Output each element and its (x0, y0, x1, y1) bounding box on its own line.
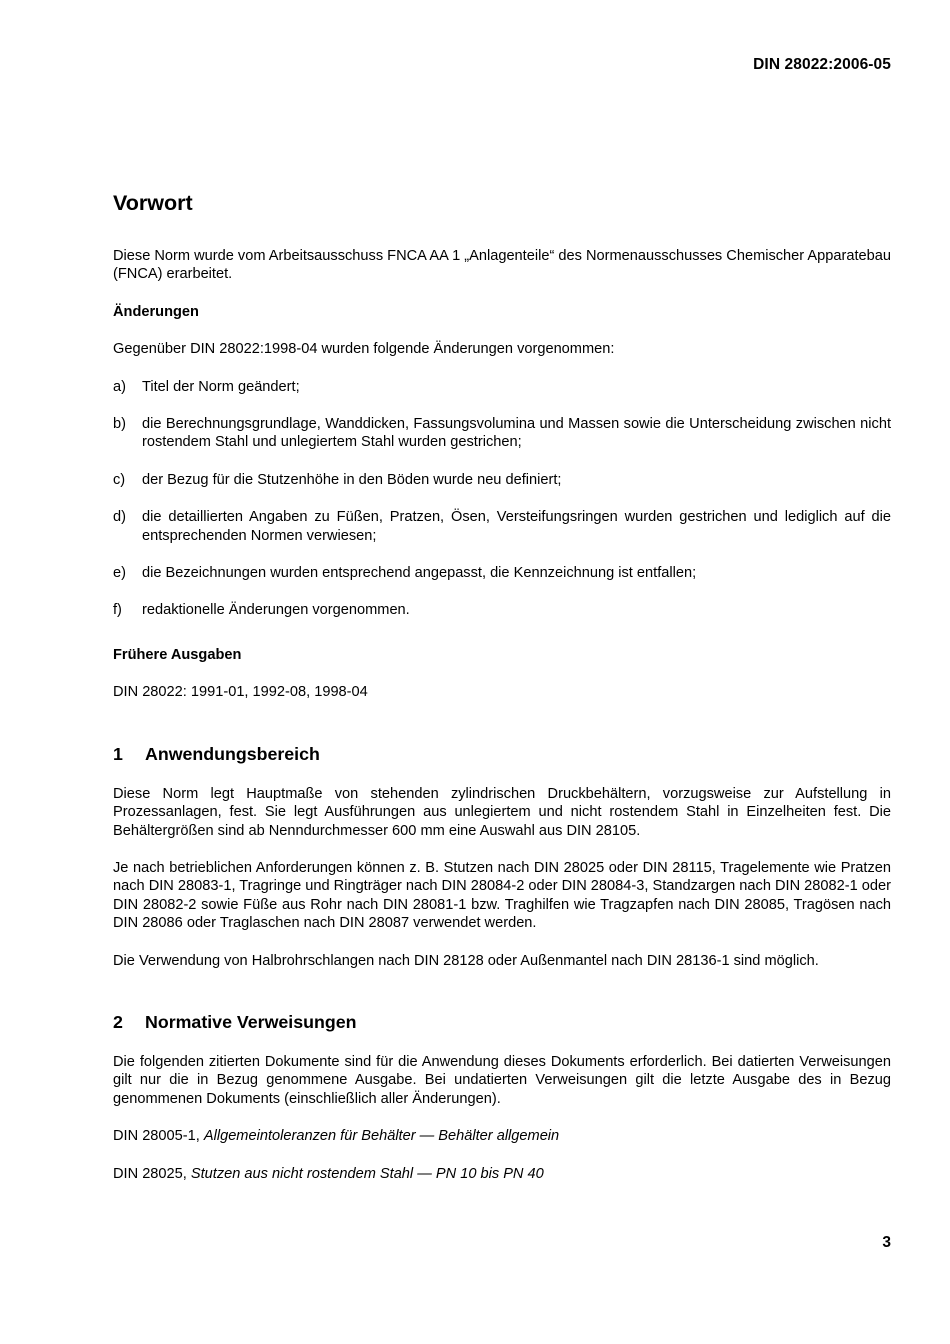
section-1-heading (113, 743, 891, 765)
document-id: DIN 28022:2006-05 (753, 56, 891, 73)
section-2-heading (113, 1011, 891, 1033)
normative-reference (113, 1165, 891, 1183)
section-1-paragraph: Diese Norm legt Hauptmaße von stehenden zylindrischen Druckbehältern, vorzugsweise zur Aufstellung in Prozessanlagen, fest. Sie legt Ausführungen aus unlegiertem und nicht rostendem Stahl in Einzelheiten fest. Die Behältergrößen sind ab Nenndurchmesser 600 mm eine Auswahl aus DIN 28105. (113, 785, 891, 839)
reference-code: DIN 28005-1, (113, 1128, 204, 1145)
list-text: Titel der Norm geändert; (142, 378, 300, 395)
page-content (113, 190, 891, 1183)
list-marker: e) (113, 565, 126, 582)
reference-code: DIN 28025, (113, 1165, 191, 1182)
section-1-paragraph: Je nach betrieblichen Anforderungen können z. B. Stutzen nach DIN 28025 oder DIN 28115, Tragelemente wie Pratzen nach DIN 28083-1, Tragringe und Ringträger nach DIN 28084-2 oder DIN 28084-3, Standzargen nach DIN 28082-1 oder DIN 28082-2 sowie Füße aus Rohr nach DIN 28081-1 bzw. Traghilfen wie Tragzapfen nach DIN 28085, Tragösen nach DIN 28086 oder Traglaschen nach DIN 28087 verwendet werden. (113, 859, 892, 932)
list-text: redaktionelle Änderungen vorgenommen. (142, 602, 410, 619)
list-text: die Bezeichnungen wurden entsprechend angepasst, die Kennzeichnung ist entfallen; (142, 565, 697, 582)
changes-heading: Änderungen (113, 303, 199, 320)
section-title: Anwendungsbereich (145, 743, 320, 764)
changes-intro: Gegenüber DIN 28022:1998-04 wurden folgende Änderungen vorgenommen: (113, 341, 615, 358)
page-number: 3 (882, 1234, 891, 1251)
earlier-editions-text: DIN 28022: 1991-01, 1992-08, 1998-04 (113, 684, 368, 701)
list-marker: b) (113, 416, 126, 433)
reference-title: Stutzen aus nicht rostendem Stahl — PN 10 bis PN 40 (190, 1165, 544, 1182)
earlier-editions-heading: Frühere Ausgaben (113, 646, 242, 663)
list-text: der Bezug für die Stutzenhöhe in den Böden wurde neu definiert; (142, 471, 562, 488)
section-number: 2 (113, 1011, 123, 1032)
section-2-intro: Die folgenden zitierten Dokumente sind für die Anwendung dieses Dokuments erforderlich. Bei datierten Verweisungen gilt nur die in Bezug genommene Ausgabe. Bei undatierten Verweisungen gilt die letzte Ausgabe des in Bezug genommenen Dokuments (einschließlich aller Änderungen). (113, 1053, 891, 1107)
list-item (113, 601, 891, 619)
reference-title: Allgemeintoleranzen für Behälter — Behälter allgemein (203, 1128, 560, 1145)
changes-list (113, 378, 891, 620)
section-1-paragraph: Die Verwendung von Halbrohrschlangen nach DIN 28128 oder Außenmantel nach DIN 28136-1 sind möglich. (113, 952, 819, 969)
list-marker: d) (113, 509, 126, 526)
list-text: die detaillierten Angaben zu Füßen, Pratzen, Ösen, Versteifungsringen wurden gestrichen und lediglich auf die entsprechenden Normen verwiesen; (142, 509, 891, 544)
section-number: 1 (113, 743, 123, 764)
list-marker: a) (113, 378, 126, 395)
list-item (113, 471, 891, 489)
list-item (113, 508, 891, 545)
normative-reference (113, 1127, 891, 1145)
list-item (113, 378, 891, 396)
foreword-title: Vorwort (113, 191, 193, 215)
list-marker: f) (113, 602, 122, 619)
foreword-intro: Diese Norm wurde vom Arbeitsausschuss FNCA AA 1 „Anlagenteile“ des Normenausschusses Chemischer Apparatebau (FNCA) erarbeitet. (113, 248, 891, 283)
section-title: Normative Verweisungen (145, 1011, 357, 1032)
list-item (113, 415, 891, 452)
list-marker: c) (113, 471, 126, 488)
list-text: die Berechnungsgrundlage, Wanddicken, Fassungsvolumina und Massen sowie die Unterscheidung zwischen nicht rostendem Stahl und unlegiertem Stahl wurden gestrichen; (142, 416, 891, 451)
list-item (113, 564, 891, 582)
